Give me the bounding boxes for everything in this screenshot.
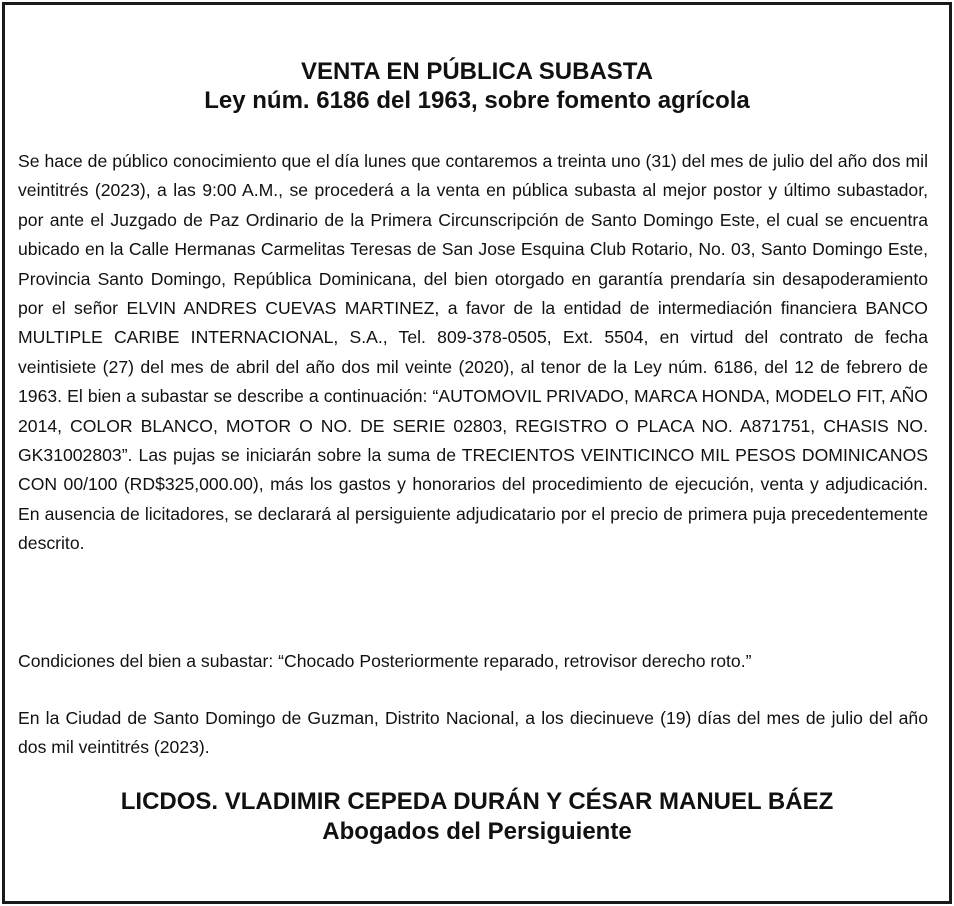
place-date-paragraph: En la Ciudad de Santo Domingo de Guzman, Distrito Nacional, a los diecinueve (19) días del mes de julio del año dos mil veintitrés (2023).	[18, 708, 928, 758]
notice-title: VENTA EN PÚBLICA SUBASTA	[300, 58, 653, 85]
notice-subtitle: Ley núm. 6186 del 1963, sobre fomento agrícola	[204, 87, 750, 114]
main-paragraph: Se hace de público conocimiento que el día lunes que contaremos a treinta uno (31) del mes de julio del año dos mil veintitrés (2023), a las 9:00 A.M., se procederá a la venta en pública subasta al mejor postor y último subastador, por ante el Juzgado de Paz Ordinario de la Primera Circunscripción de Santo Domingo Este, el cual se encuentra ubicado en la Calle Hermanas Carmelitas Teresas de San Jose Esquina Club Rotario, No. 03, Santo Domingo Este, Provincia Santo Domingo, República Dominicana, del bien otorgado en garantía prendaría sin desapoderamiento por el señor ELVIN ANDRES CUEVAS MARTINEZ, a favor de la entidad de intermediación financiera BANCO MULTIPLE CARIBE INTERNACIONAL, S.A., Tel. 809-378-0505, Ext. 5504, en virtud del contrato de fecha veintisiete (27) del mes de abril del año dos mil veinte (2020), al tenor de la Ley núm. 6186, del 12 de febrero de 1963. El bien a subastar se describe a continuación: “AUTOMOVIL PRIVADO, MARCA HONDA, MODELO FIT, AÑO 2014, COLOR BLANCO, MOTOR O NO. DE SERIE 02803, REGISTRO O PLACA NO. A871751, CHASIS NO. GK31002803”. Las pujas se iniciarán sobre la suma de TRECIENTOS VEINTICINCO MIL PESOS DOMINICANOS CON 00/100 (RD$325,000.00), más los gastos y honorarios del procedimiento de ejecución, venta y adjudicación. En ausencia de licitadores, se declarará al persiguiente adjudicatario por el precio de primera puja precedentemente descrito.	[18, 151, 928, 554]
notice-header	[0, 57, 954, 115]
signature-block	[0, 787, 954, 847]
signer-role: Abogados del Persiguiente	[322, 818, 632, 845]
conditions-paragraph: Condiciones del bien a subastar: “Chocado Posteriormente reparado, retrovisor derecho roto.”	[18, 651, 752, 671]
signer-names: LICDOS. VLADIMIR CEPEDA DURÁN Y CÉSAR MANUEL BÁEZ	[120, 788, 834, 815]
